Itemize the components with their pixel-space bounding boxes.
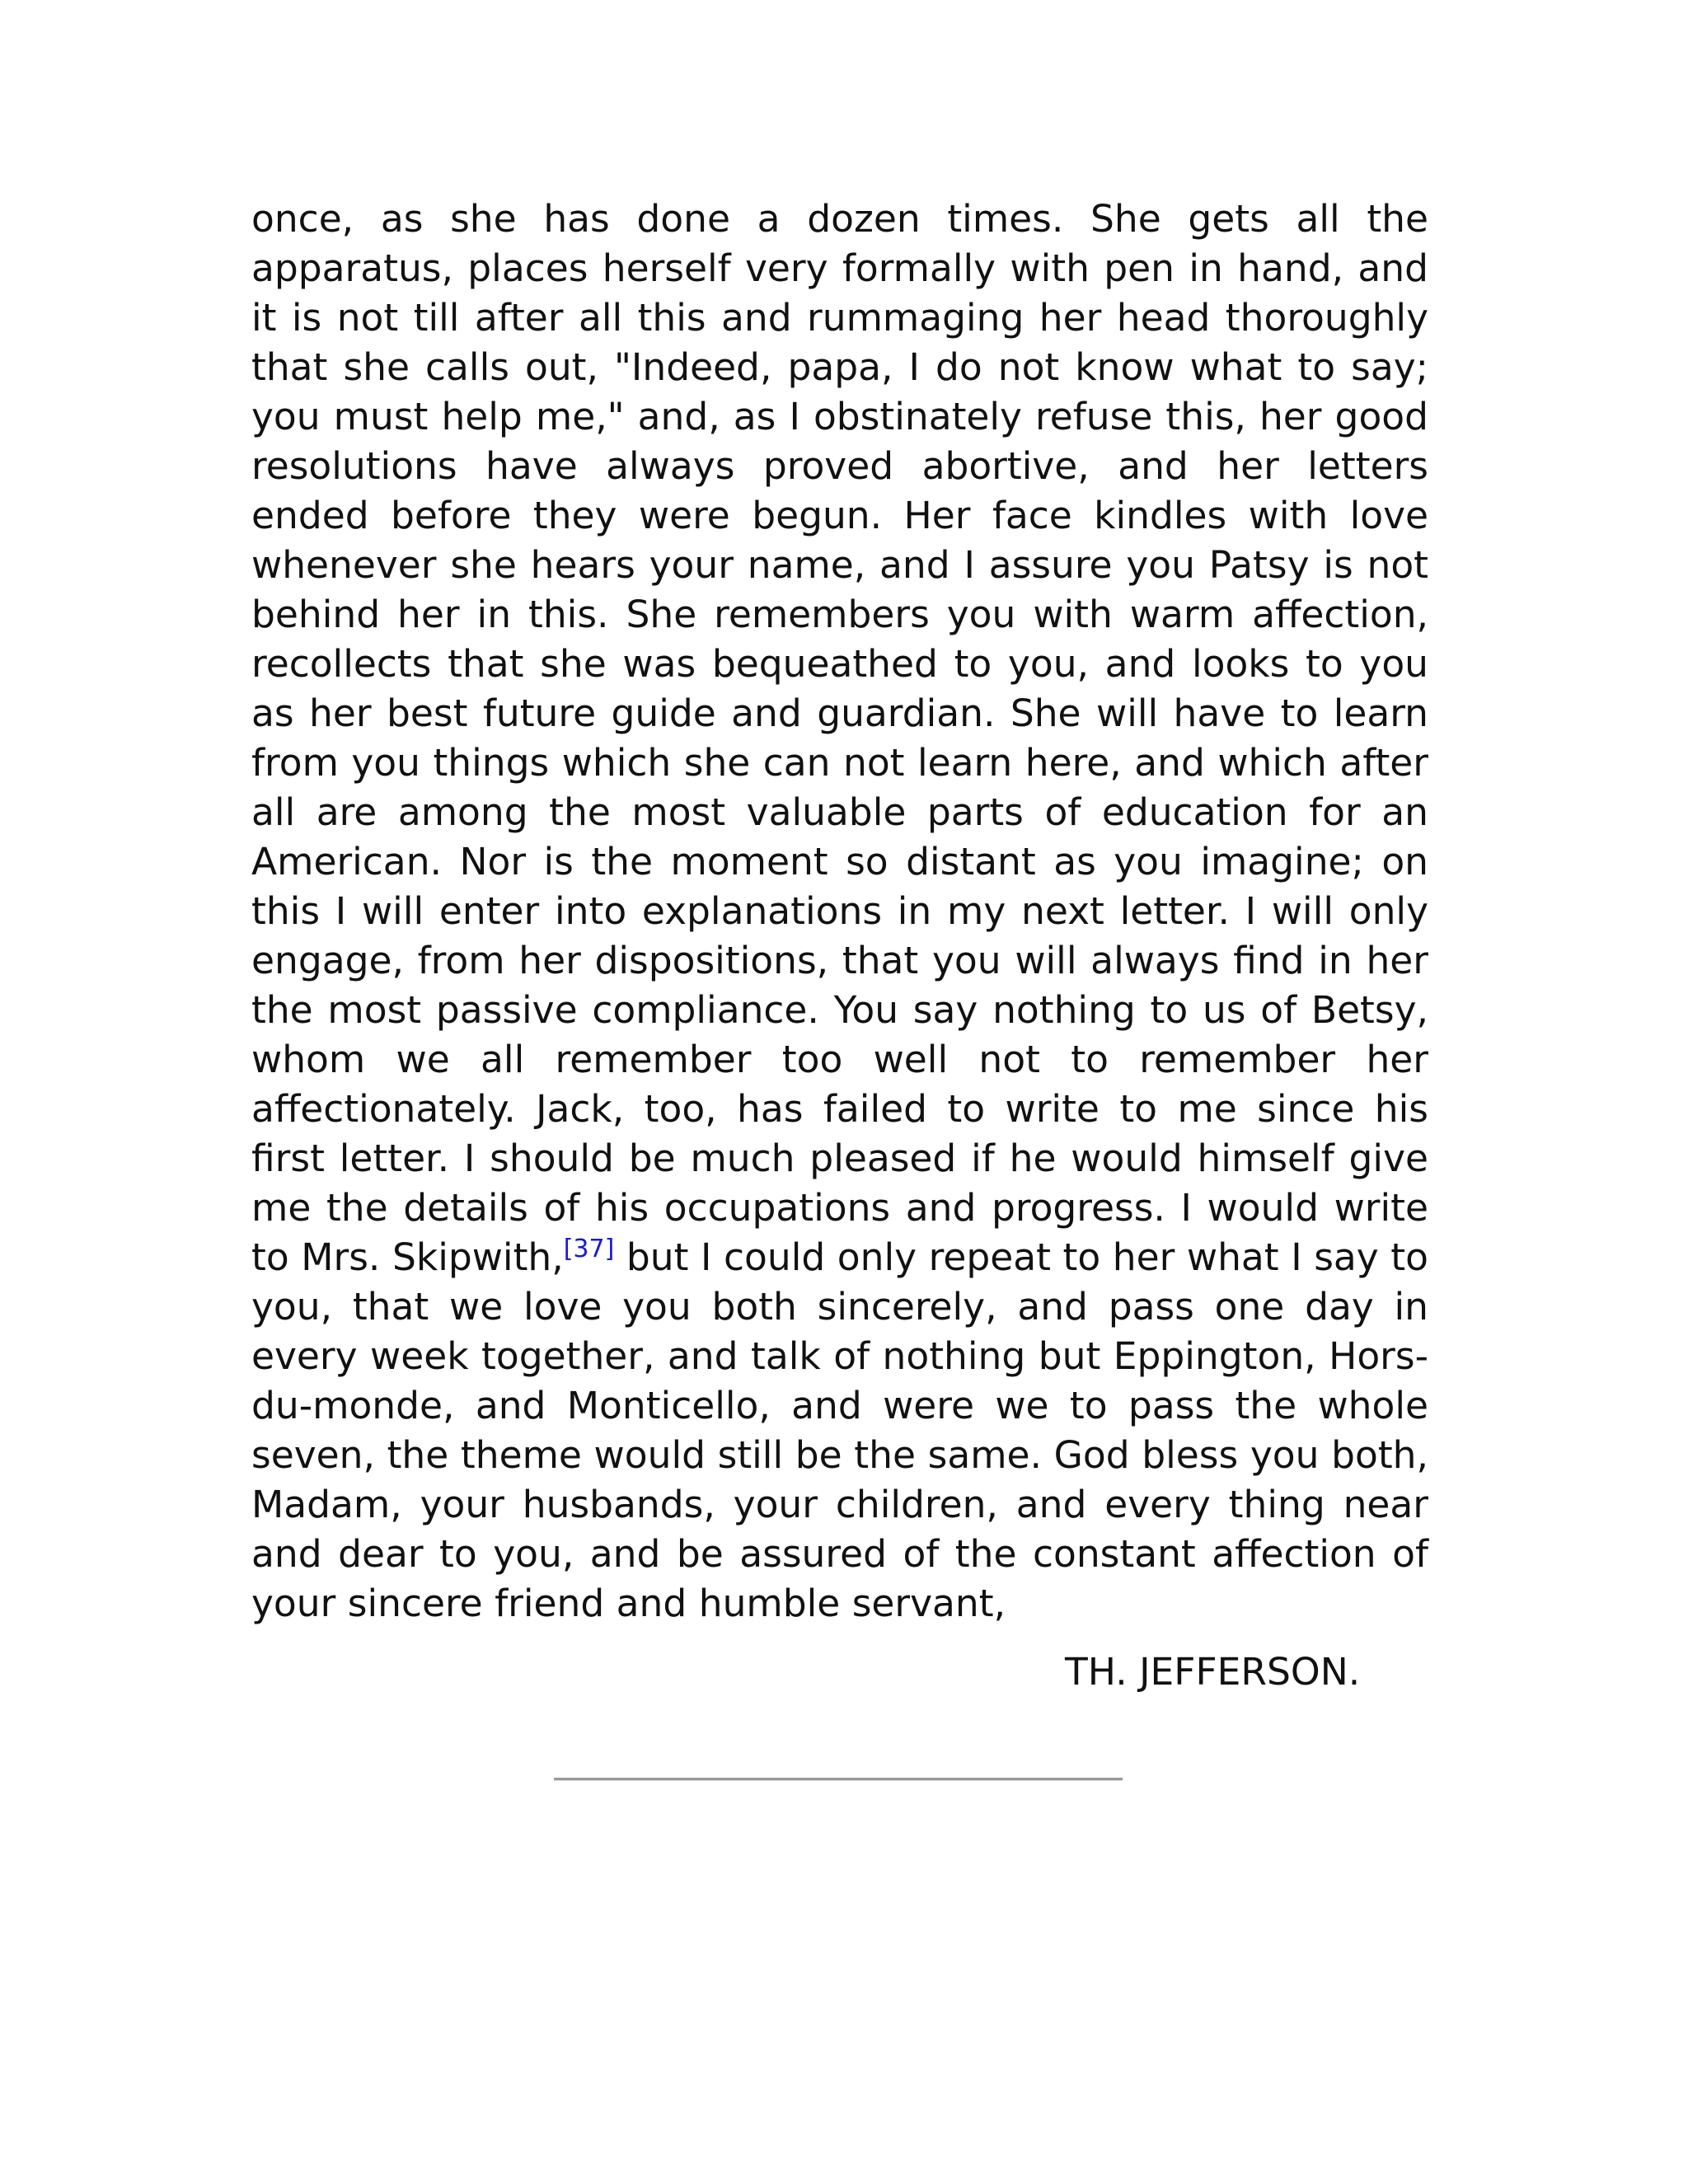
letter-text-after-footnote: but I could only repeat to her what I say to you, that we love you both sincerely, and pass one day in every week together, and talk of nothing but Eppington, Hors-du-monde, and Monticello, and were we to pass the whole seven, the theme would still be the same. God bless you both, Madam, your husbands, your children, and every thing near and dear to you, and be assured of the constant affection of your sincere friend and humble servant, [251,1235,1428,1625]
footnote-link[interactable]: [37] [563,1234,615,1263]
letter-body [251,194,1428,1629]
signature: TH. JEFFERSON. [1065,1650,1361,1694]
letter-text-before-footnote: once, as she has done a dozen times. She gets all the apparatus, places herself very formally with pen in hand, and it is not till after all this and rummaging her head thoroughly that she calls out, "Indeed, papa, I do not know what to say; you must help me," and, as I obstinately refuse this, her good resolutions have always proved abortive, and her letters ended before they were begun. Her face kindles with love whenever she hears your name, and I assure you Patsy is not behind her in this. She remembers you with warm affection, recollects that she was bequeathed to you, and looks to you as her best future guide and guardian. She will have to learn from you things which she can not learn here, and which after all are among the most valuable parts of education for an American. Nor is the moment so distant as you imagine; on this I will enter into explanations in my next letter. I will only engage, from her dispositions, that you will always find in her the most passive compliance. You say nothing to us of Betsy, whom we all remember too well not to remember her affectionately. Jack, too, has failed to write to me since his first letter. I should be much pleased if he would himself give me the details of his occupations and progress. I would write to Mrs. Skipwith, [251,197,1428,1279]
section-divider [554,1778,1123,1781]
